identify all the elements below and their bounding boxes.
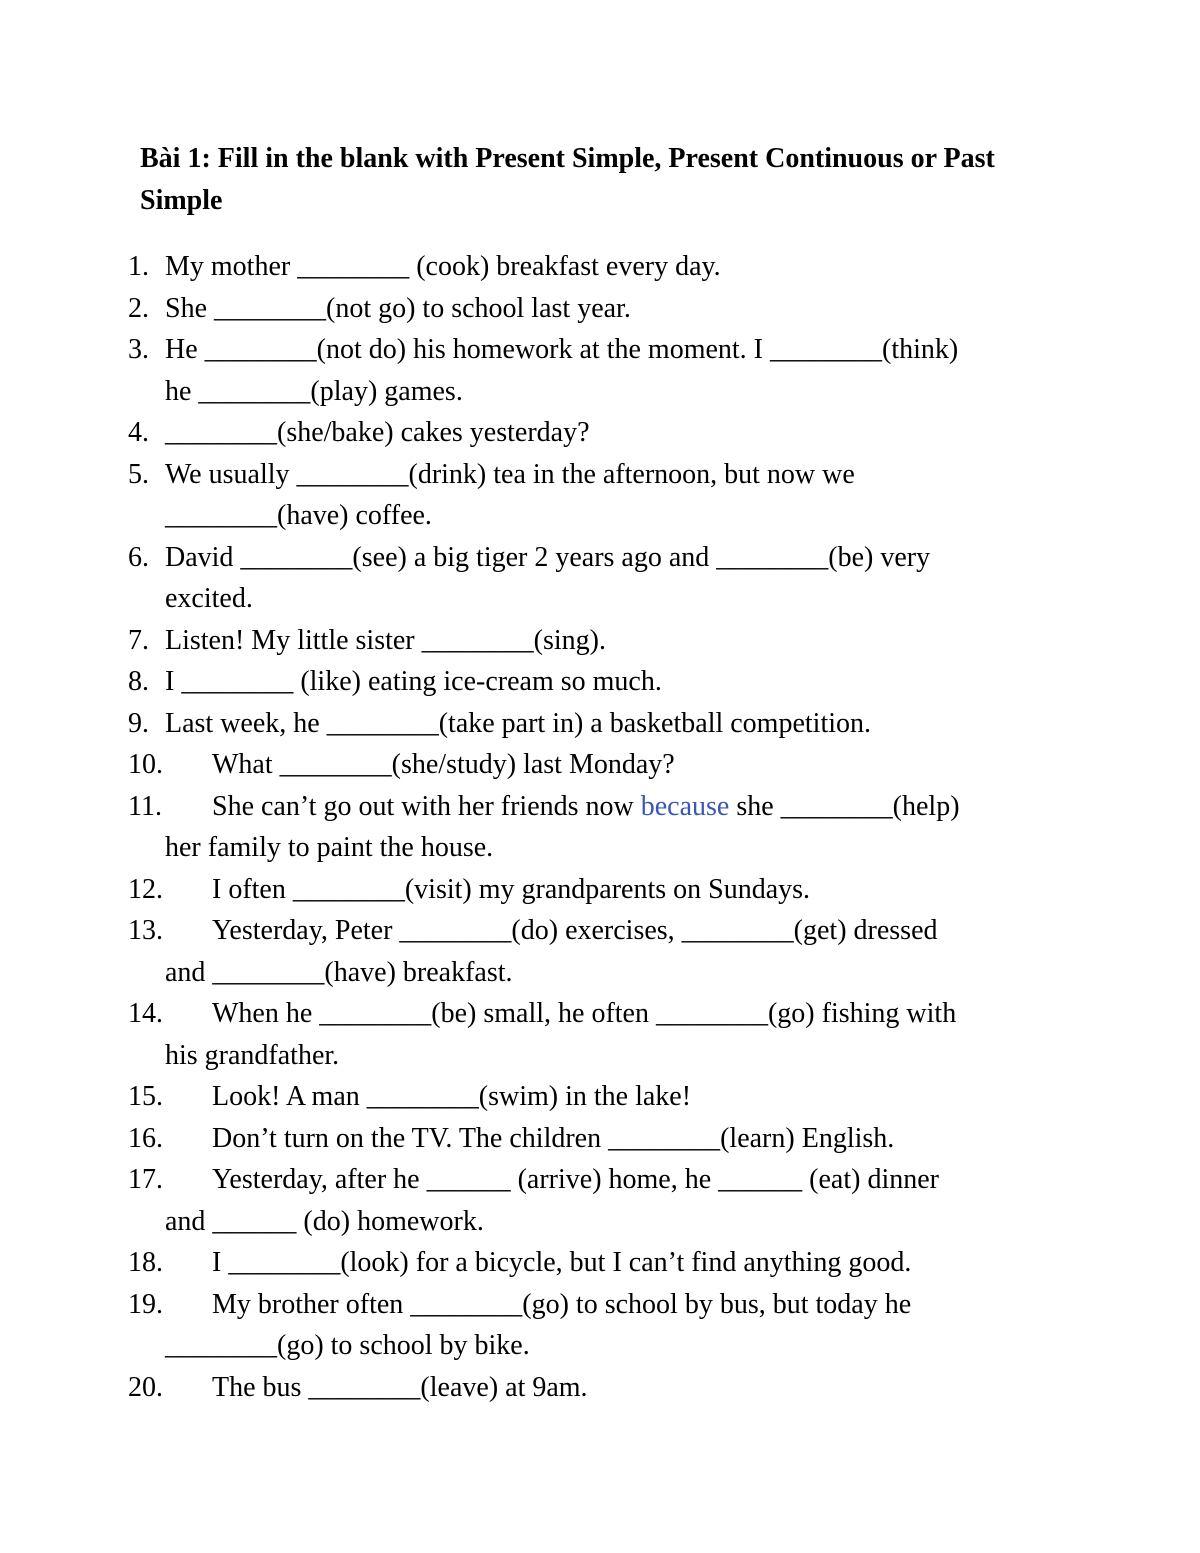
item-text-continuation: and ________(have) breakfast. [165,956,513,988]
item-text: We usually ________(drink) tea in the afternoon, but now we [165,458,855,490]
item-number: 6. [128,541,149,573]
list-item [0,1284,1060,1367]
item-text-part: She can’t go out with her friends now [212,790,641,822]
item-number: 16. [128,1122,163,1154]
list-item [0,288,1060,330]
list-item [0,412,1060,454]
item-text: I often ________(visit) my grandparents on Sundays. [212,873,811,905]
item-text: When he ________(be) small, he often ________(go) fishing with [212,998,957,1029]
list-item [0,1367,1060,1409]
item-text: I ________(look) for a bicycle, but I can’t find anything good. [212,1247,912,1278]
exercise-heading: Bài 1: Fill in the blank with Present Simple, Present Continuous or Past Simple [140,143,995,216]
list-item [0,744,1060,786]
list-item [0,454,1060,537]
item-number: 14. [128,998,163,1029]
item-text: ________(she/bake) cakes yesterday? [165,417,590,448]
item-number: 20. [128,1371,163,1403]
item-text-continuation: ________(have) coffee. [165,500,432,531]
item-number: 2. [128,292,149,324]
item-text: Listen! My little sister ________(sing). [165,624,606,656]
item-text: My brother often ________(go) to school by bus, but today he [212,1288,912,1320]
item-text [212,786,960,828]
exercise-list [0,246,1200,1408]
item-text-continuation: his grandfather. [165,1039,340,1071]
list-item [0,537,1060,620]
item-number: 18. [128,1247,163,1278]
list-item [0,329,1060,412]
item-text: What ________(she/study) last Monday? [212,749,675,780]
item-number: 17. [128,1164,163,1195]
item-text: Yesterday, Peter ________(do) exercises, ________(get) dressed [212,915,938,946]
item-number: 15. [128,1081,163,1112]
highlighted-word-link[interactable]: because [640,790,730,822]
list-item [0,1242,1060,1284]
item-number: 3. [128,334,149,365]
item-text-continuation: her family to paint the house. [165,832,494,863]
list-item [0,993,1060,1076]
item-number: 10. [128,749,163,780]
list-item [0,1076,1060,1118]
item-text: David ________(see) a big tiger 2 years ago and ________(be) very [165,541,931,573]
list-item [0,620,1060,662]
list-item [0,1159,1060,1242]
item-number: 7. [128,624,149,656]
item-text: The bus ________(leave) at 9am. [212,1371,588,1403]
list-item [0,869,1060,911]
item-text: Look! A man ________(swim) in the lake! [212,1081,692,1112]
item-text: She ________(not go) to school last year. [165,292,631,324]
item-number: 4. [128,417,149,448]
item-number: 5. [128,458,149,490]
item-number: 11. [128,790,162,822]
item-number: 13. [128,915,163,946]
list-item [0,910,1060,993]
item-text-continuation: he ________(play) games. [165,375,463,407]
item-text-continuation: and ______ (do) homework. [165,1205,484,1237]
item-text: Don’t turn on the TV. The children ________(learn) English. [212,1122,895,1154]
item-text: I ________ (like) eating ice-cream so much. [165,666,662,697]
item-text: Yesterday, after he ______ (arrive) home, he ______ (eat) dinner [212,1164,939,1195]
list-item [0,786,1060,869]
list-item [0,246,1060,288]
item-text: He ________(not do) his homework at the moment. I ________(think) [165,334,959,365]
item-number: 19. [128,1288,163,1320]
list-item [0,703,1060,745]
item-text-continuation: excited. [165,583,253,614]
item-text-continuation: ________(go) to school by bike. [165,1330,530,1361]
list-item [0,1118,1060,1160]
item-text: My mother ________ (cook) breakfast every day. [165,251,721,282]
list-item [0,661,1060,703]
item-number: 12. [128,873,163,905]
item-number: 9. [128,707,149,739]
item-number: 1. [128,251,149,282]
item-text-part: she ________(help) [729,790,960,822]
item-number: 8. [128,666,149,697]
item-text: Last week, he ________(take part in) a basketball competition. [165,707,872,739]
